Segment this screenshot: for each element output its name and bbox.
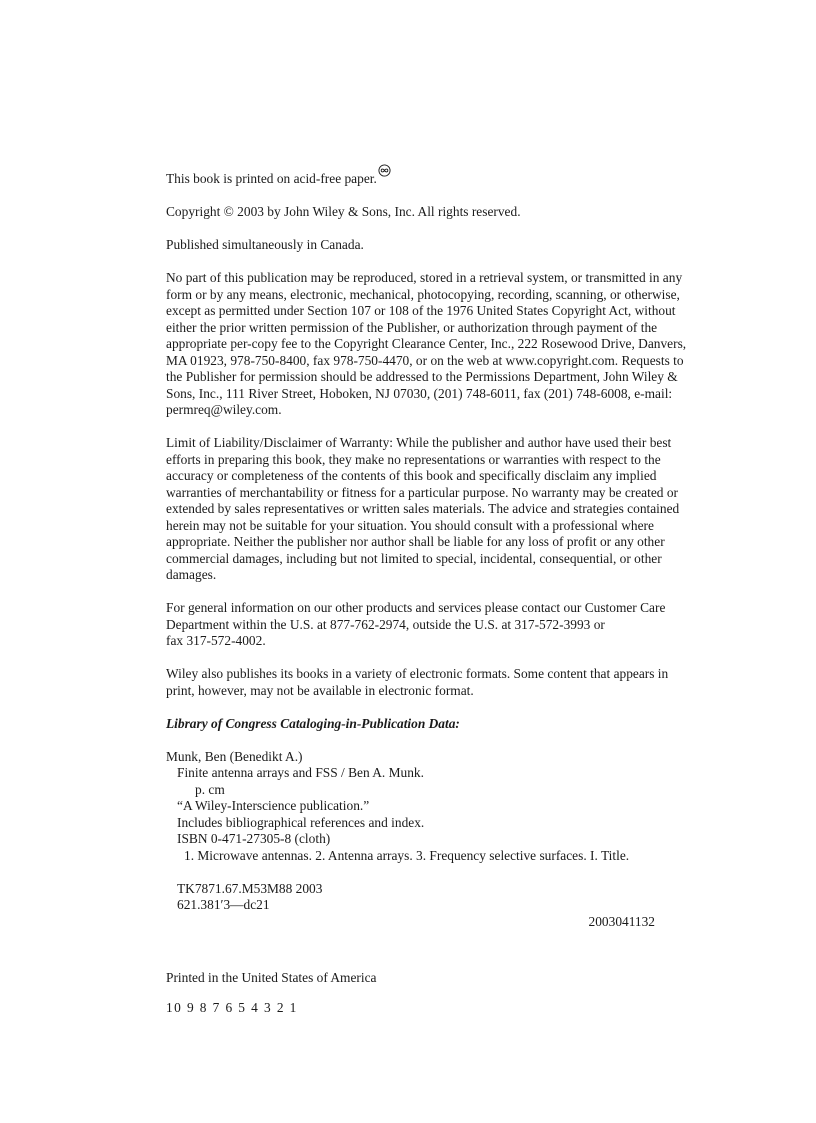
acid-free-text: This book is printed on acid-free paper. bbox=[166, 171, 377, 186]
cip-isbn: ISBN 0-471-27305-8 (cloth) bbox=[177, 831, 331, 846]
electronic-formats-paragraph: Wiley also publishes its books in a variety of electronic formats. Some content that appears in print, however, may not be available in electronic format. bbox=[166, 666, 669, 698]
acid-free-notice bbox=[166, 164, 718, 188]
cip-heading: Library of Congress Cataloging-in-Publication Data: bbox=[166, 715, 460, 731]
published-line: Published simultaneously in Canada. bbox=[166, 237, 364, 252]
copyright-line: Copyright © 2003 by John Wiley & Sons, Inc. All rights reserved. bbox=[166, 204, 521, 219]
print-line: 10 9 8 7 6 5 4 3 2 1 bbox=[166, 1000, 298, 1015]
cip-dewey: 621.381′3—dc21 bbox=[177, 897, 270, 912]
cip-pages: p. cm bbox=[195, 781, 225, 797]
infinity-circle-icon bbox=[378, 164, 391, 177]
permissions-paragraph: No part of this publication may be reproduced, stored in a retrieval system, or transmitted in any form or by any means, electronic, mechanical, photocopying, recording, scanning, or otherwise, except as permitted under Section 107 or 108 of the 1976 United States Copyright Act, without either the prior written permission of the Publisher, or authorization through payment of the appropriate per-copy fee to the Copyright Clearance Center, Inc., 222 Rosewood Drive, Danvers, MA 01923, 978-750-8400, fax 978-750-4470, or on the web at www.copyright.com. Requests to the Publisher for permission should be addressed to the Permissions Department, John Wiley & Sons, Inc., 111 River Street, Hoboken, NJ 07030, (201) 748-6011, fax (201) 748-6008, e-mail: permreq@wiley.com. bbox=[166, 270, 687, 417]
cip-lccn: 2003041132 bbox=[588, 913, 655, 929]
printed-in-line: Printed in the United States of America bbox=[166, 970, 377, 985]
liability-disclaimer-paragraph: Limit of Liability/Disclaimer of Warranty: While the publisher and author have used their best efforts in preparing this book, they make no representations or warranties with respect to the accuracy or completeness of the contents of this book and specifically disclaim any implied warranties of merchantability or fitness for a particular purpose. No warranty may be created or extended by sales representatives or written sales materials. The advice and strategies contained herein may not be suitable for your situation. You should consult with a professional where appropriate. Neither the publisher nor author shall be liable for any loss of profit or any other commercial damages, including but not limited to special, incidental, consequential, or other damages. bbox=[166, 435, 680, 582]
general-info-paragraph: For general information on our other products and services please contact our Customer Care Department within the U.S. at 877-762-2974, outside the U.S. at 317-572-3993 or fax 317-572-4002. bbox=[166, 600, 666, 648]
cip-title: Finite antenna arrays and FSS / Ben A. Munk. bbox=[177, 765, 424, 780]
cip-record bbox=[166, 749, 718, 931]
copyright-page-body bbox=[166, 164, 718, 930]
cip-subjects: 1. Microwave antennas. 2. Antenna arrays. 3. Frequency selective surfaces. I. Title. bbox=[184, 847, 630, 863]
cip-call-number: TK7871.67.M53M88 2003 bbox=[177, 880, 323, 896]
cip-notes: Includes bibliographical references and index. bbox=[177, 814, 425, 830]
cip-series: “A Wiley-Interscience publication.” bbox=[177, 798, 370, 813]
cip-spacer bbox=[166, 864, 718, 881]
cip-author: Munk, Ben (Benedikt A.) bbox=[166, 748, 303, 764]
